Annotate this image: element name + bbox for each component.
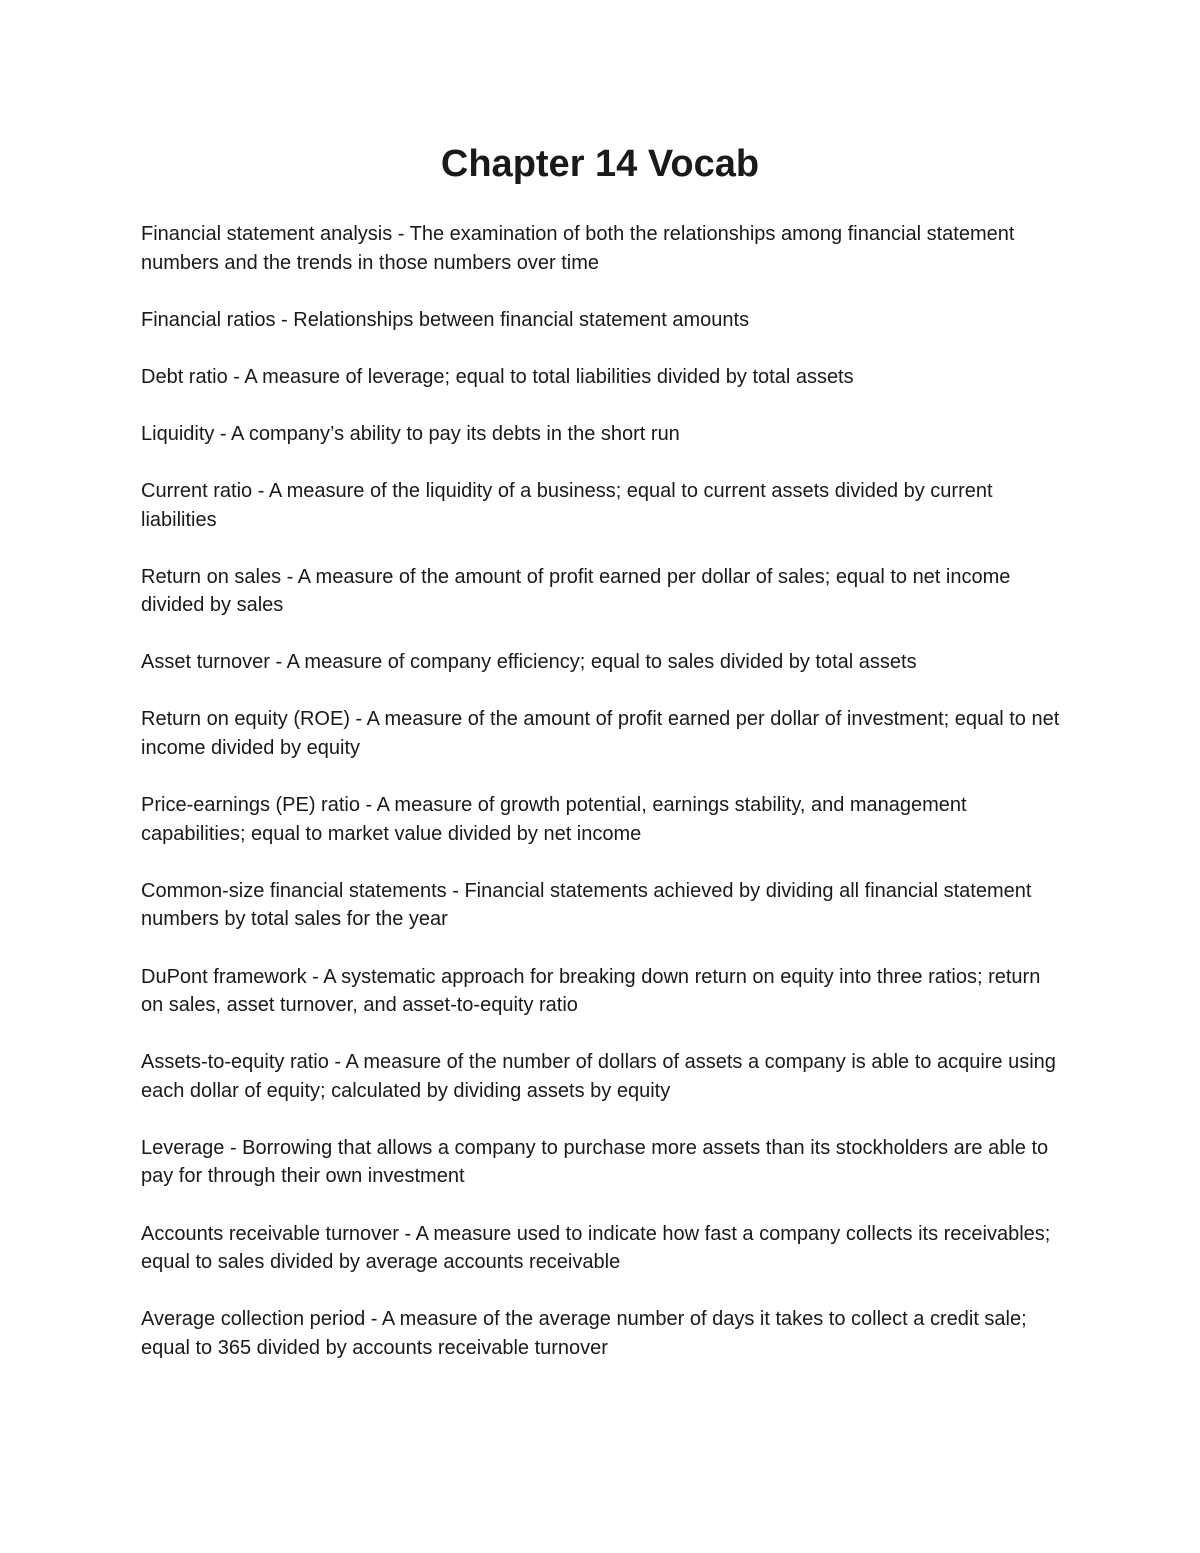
vocab-entry: Financial ratios - Relationships between financial statement amounts	[141, 308, 750, 331]
vocab-entry: Average collection period - A measure of the average number of days it takes to collect a credit sale; equal to 365 divided by accounts receivable turnover	[141, 1308, 1027, 1359]
vocab-entry: Liquidity - A company’s ability to pay its debts in the short run	[141, 422, 680, 445]
vocab-list	[141, 220, 1066, 1391]
vocab-entry: Assets-to-equity ratio - A measure of the number of dollars of assets a company is able to acquire using each dollar of equity; calculated by dividing assets by equity	[141, 1051, 1056, 1102]
vocab-entry: Debt ratio - A measure of leverage; equal to total liabilities divided by total assets	[141, 365, 854, 388]
vocab-entry: Financial statement analysis - The examination of both the relationships among financial statement numbers and the trends in those numbers over time	[141, 223, 1015, 274]
vocab-entry: DuPont framework - A systematic approach for breaking down return on equity into three ratios; return on sales, asset turnover, and asset-to-equity ratio	[141, 965, 1041, 1017]
vocab-entry: Leverage - Borrowing that allows a company to purchase more assets than its stockholders are able to pay for through their own investment	[141, 1136, 1049, 1188]
page-title: Chapter 14 Vocab	[440, 143, 760, 185]
vocab-entry: Common-size financial statements - Financial statements achieved by dividing all financial statement numbers by total sales for the year	[141, 879, 1032, 931]
vocab-entry: Return on sales - A measure of the amount of profit earned per dollar of sales; equal to net income divided by sales	[141, 565, 1011, 617]
vocab-entry: Return on equity (ROE) - A measure of the amount of profit earned per dollar of investment; equal to net income divided by equity	[141, 708, 1060, 760]
vocab-entry: Current ratio - A measure of the liquidity of a business; equal to current assets divided by current liabilities	[141, 479, 993, 531]
vocab-entry: Accounts receivable turnover - A measure used to indicate how fast a company collects its receivables; equal to sales divided by average accounts receivable	[141, 1222, 1051, 1274]
vocab-entry: Asset turnover - A measure of company efficiency; equal to sales divided by total assets	[141, 651, 917, 674]
vocab-entry: Price-earnings (PE) ratio - A measure of growth potential, earnings stability, and management capabilities; equal to market value divided by net income	[141, 794, 967, 845]
